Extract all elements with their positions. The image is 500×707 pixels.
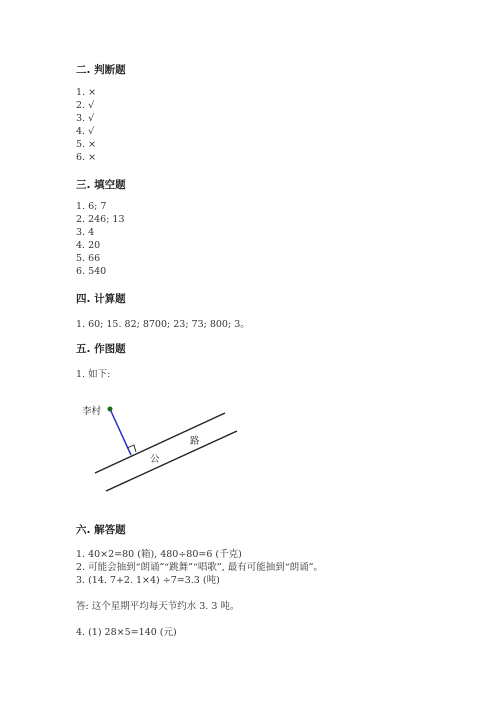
fill-answer-5: 5. 66 bbox=[76, 253, 101, 264]
solve-answer-4: 4. (1) 28×5=140 (元) bbox=[76, 627, 177, 638]
solve-answer-1: 1. 40×2=80 (箱), 480÷80=6 (千克) bbox=[76, 549, 242, 560]
solve-answer-3-conclusion: 答: 这个星期平均每天节约水 3. 3 吨。 bbox=[76, 601, 240, 612]
fill-answer-3: 3. 4 bbox=[76, 227, 95, 238]
solve-answer-2: 2. 可能会抽到“朗诵”“跳舞”“唱歌”, 最有可能抽到“朗诵”。 bbox=[76, 562, 323, 573]
road-line-upper bbox=[95, 413, 225, 473]
calc-answer-1: 1. 60; 15. 82; 8700; 23; 73; 800; 3。 bbox=[76, 319, 250, 330]
public-label: 公 bbox=[150, 454, 160, 465]
village-point bbox=[108, 407, 113, 412]
village-label: 李村 bbox=[82, 406, 102, 417]
judge-answer-3: 3. √ bbox=[76, 113, 95, 124]
fill-answer-1: 1. 6; 7 bbox=[76, 201, 107, 212]
judge-answer-5: 5. × bbox=[76, 139, 97, 150]
road-line-lower bbox=[106, 431, 237, 491]
fill-answer-2: 2. 246; 13 bbox=[76, 214, 125, 225]
road-label: 路 bbox=[190, 436, 200, 447]
section-heading-calc: 四. 计算题 bbox=[76, 293, 126, 305]
fill-answer-4: 4. 20 bbox=[76, 240, 101, 251]
fill-answer-6: 6. 540 bbox=[76, 266, 107, 277]
section-heading-draw: 五. 作图题 bbox=[76, 343, 126, 355]
judge-answer-1: 1. × bbox=[76, 87, 97, 98]
section-heading-solve: 六. 解答题 bbox=[76, 524, 126, 536]
draw-answer-1: 1. 如下: bbox=[76, 369, 111, 380]
section-heading-fill: 三. 填空题 bbox=[76, 179, 126, 191]
solve-answer-3: 3. (14. 7+2. 1×4) ÷7=3.3 (吨) bbox=[76, 575, 220, 586]
section-heading-judge: 二. 判断题 bbox=[76, 64, 126, 76]
judge-answer-2: 2. √ bbox=[76, 100, 95, 111]
judge-answer-6: 6. × bbox=[76, 152, 97, 163]
judge-answer-4: 4. √ bbox=[76, 126, 95, 137]
